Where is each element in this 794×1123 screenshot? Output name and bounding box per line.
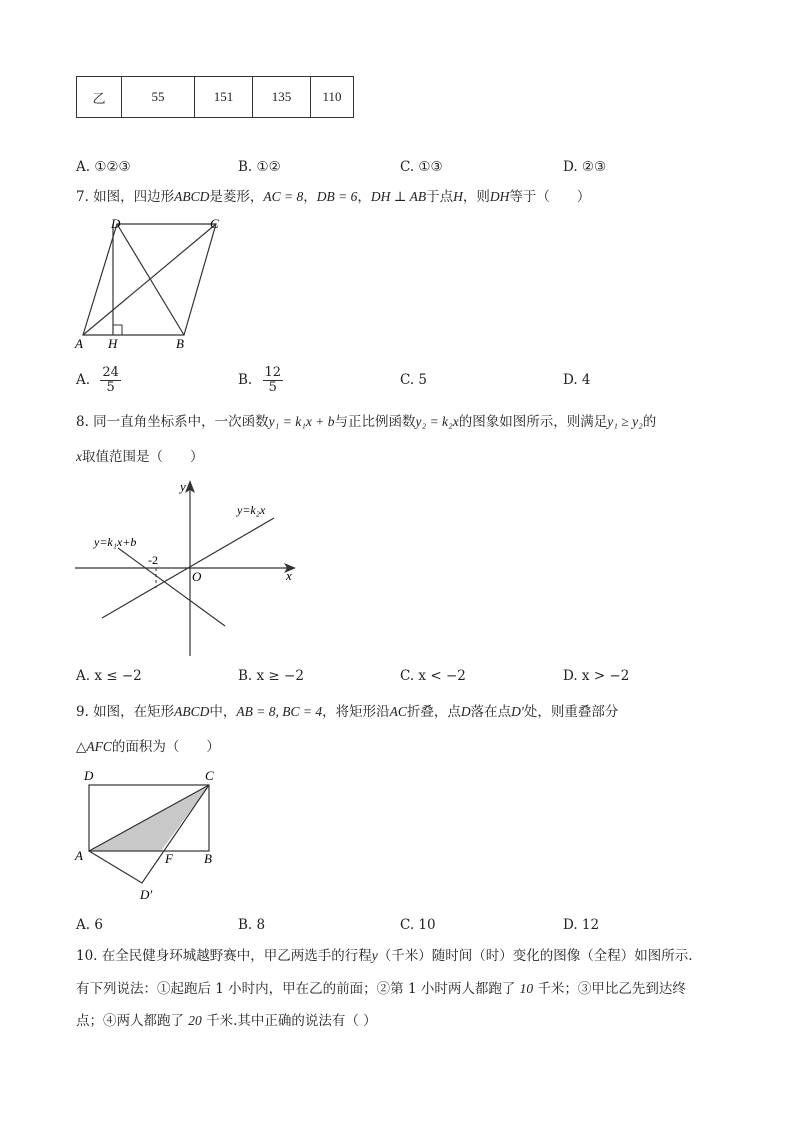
line-y1: [118, 548, 225, 626]
q6-option-a: A. ①②③: [76, 159, 131, 175]
line-y2-label: y=k₂x: [237, 503, 266, 517]
right-angle-mark: [113, 325, 122, 335]
tick-label: -2: [148, 553, 158, 567]
label-d-prime: D′: [140, 887, 153, 902]
table-cell: 151: [195, 77, 253, 118]
q9-option-a: A. 6: [76, 917, 103, 933]
diagonal-ac: [83, 224, 216, 335]
label-a: A: [75, 848, 83, 863]
label-f: F: [165, 851, 173, 866]
y-axis-label: y: [180, 479, 186, 494]
q7-option-b: B. $\frac{12}{5}$: [238, 365, 282, 395]
q8-graph: [70, 476, 310, 661]
diagonal-db: [117, 224, 184, 335]
q6-option-c: C. ①③: [400, 159, 443, 175]
line-y1-label: y=k₁x+b: [94, 535, 137, 549]
table-cell: 135: [253, 77, 311, 118]
label-d: D: [111, 216, 121, 231]
q8-option-c: C. x < −2: [400, 668, 466, 684]
q7-question: 7. 如图，四边形ABCD是菱形，AC = 8，DB = 6，DH ⊥ AB于点H，则DH等于（ ）: [76, 189, 591, 205]
q6-option-b: B. ①②: [238, 159, 281, 175]
table-cell-name: 乙: [77, 77, 122, 118]
q9-rectangle-figure: [70, 762, 230, 907]
table-row: [77, 77, 354, 118]
q8-option-b: B. x ≥ −2: [238, 668, 304, 684]
label-h: H: [108, 336, 118, 351]
label-b: B: [204, 851, 212, 866]
q7-rhombus-figure: [70, 212, 230, 352]
label-b: B: [176, 336, 184, 351]
label-a: A: [75, 336, 83, 351]
q10-question-line3: 点；④两人都跑了 20 千米.其中正确的说法有（ ）: [76, 1013, 377, 1029]
q8-question-line2: x取值范围是（ ）: [76, 449, 204, 465]
q6-option-d: D. ②③: [563, 159, 607, 175]
label-c: C: [205, 768, 214, 783]
q9-question-line1: 9. 如图，在矩形ABCD中，AB = 8, BC = 4，将矩形沿AC折叠，点D落在点D′处，则重叠部分: [76, 704, 619, 720]
q9-question-line2: △AFC的面积为（ ）: [76, 739, 220, 755]
q10-question-line2: 有下列说法：①起跑后 1 小时内，甲在乙的前面；②第 1 小时两人都跑了 10 千米；③甲比乙先到达终: [76, 981, 686, 997]
q7-option-c: C. 5: [400, 372, 428, 388]
q7-option-d: D. 4: [563, 372, 591, 388]
origin-label: O: [192, 569, 202, 584]
table-cell: 110: [311, 77, 354, 118]
label-d: D: [84, 768, 94, 783]
q9-option-c: C. 10: [400, 917, 436, 933]
q9-option-d: D. 12: [563, 917, 600, 933]
q8-question-line1: 8. 同一直角坐标系中，一次函数y₁ = k₁x + b与正比例函数y₂ = k₂x的图象如图所示，则满足y₁ ≥ y₂的: [76, 414, 657, 430]
q8-option-a: A. x ≤ −2: [76, 668, 142, 684]
score-table: [76, 76, 354, 118]
q7-option-a: A. $\frac{24}{5}$: [76, 365, 119, 395]
label-c: C: [210, 216, 219, 231]
q8-option-d: D. x > −2: [563, 668, 630, 684]
table-cell: 55: [122, 77, 195, 118]
q10-question-line1: 10. 在全民健身环城越野赛中，甲乙两选手的行程y（千米）随时间（时）变化的图像（全程）如图所示.: [76, 948, 693, 964]
q9-option-b: B. 8: [238, 917, 266, 933]
x-axis-label: x: [286, 568, 292, 583]
